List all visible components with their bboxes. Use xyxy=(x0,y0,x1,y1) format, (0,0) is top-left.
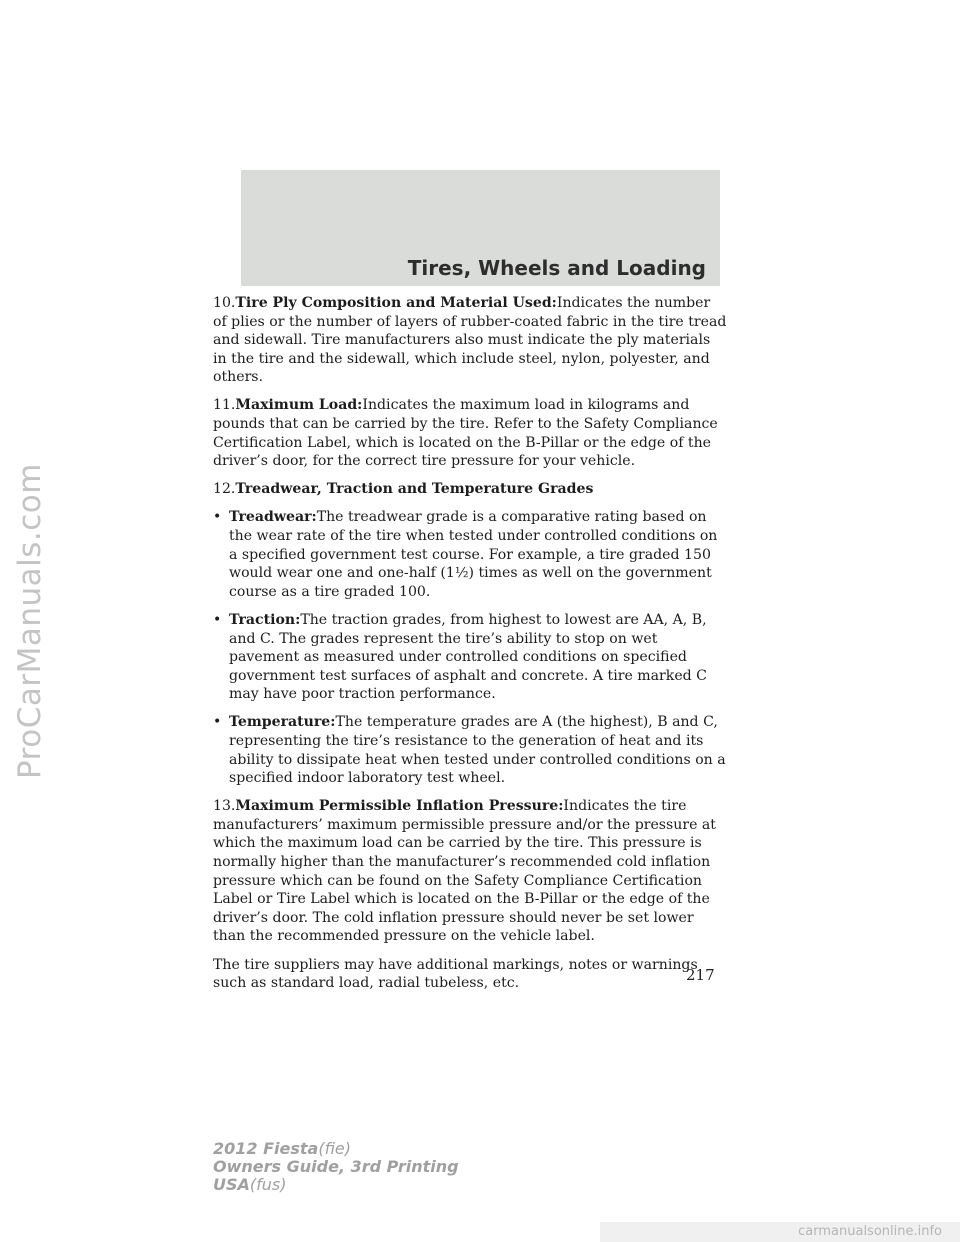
footer-line-1 xyxy=(213,1140,459,1158)
page-number: 217 xyxy=(686,966,715,984)
bullet-treadwear xyxy=(213,508,728,601)
item-11 xyxy=(213,396,728,470)
item-13 xyxy=(213,797,728,946)
item-term: Maximum Permissible Inflation Pressure: xyxy=(235,798,564,815)
footer-line-3 xyxy=(213,1176,459,1194)
bullet-term: Traction: xyxy=(229,611,301,628)
bullet-dot: • xyxy=(213,611,222,628)
item-text: Indicates the number of plies or the number of layers of rubber-coated fabric in the tire tread and sidewall. Tire manufacturers also must indicate the ply materials in the tire and the sidewall, which include steel, nylon, polyester, and others. xyxy=(213,295,727,386)
footer-line-2: Owners Guide, 3rd Printing xyxy=(213,1157,459,1176)
brand-text: carmanualsonline.info xyxy=(798,1224,942,1239)
item-text: Indicates the maximum load in kilograms and pounds that can be carried by the tire. Refer to the Safety Compliance Certification Label, which is located on the B-Pillar or the edge of the driver’s door, for the correct tire pressure for your vehicle. xyxy=(213,397,718,470)
bullet-term: Treadwear: xyxy=(229,509,317,526)
page-body xyxy=(213,294,728,1002)
item-term: Treadwear, Traction and Temperature Grades xyxy=(235,481,594,498)
bullet-body xyxy=(229,713,728,787)
item-number: 10. xyxy=(213,295,236,311)
bullet-text: The treadwear grade is a comparative rating based on the wear rate of the tire when tested under controlled conditions on a specified government test course. For example, a tire graded 150 would wear one and one-half (1½) times as well on the government course as a tire graded 100. xyxy=(229,509,718,600)
footer-market-code: (fus) xyxy=(249,1175,287,1194)
item-number: 12. xyxy=(213,481,236,498)
bullet-dot: • xyxy=(213,714,222,731)
item-10 xyxy=(213,294,728,387)
footer-model: 2012 Fiesta xyxy=(213,1139,319,1158)
item-number: 13. xyxy=(213,798,236,815)
item-12 xyxy=(213,480,728,499)
item-term: Maximum Load: xyxy=(235,397,363,414)
item-text: Indicates the tire manufacturers’ maximum permissible pressure and/or the pressure at which the maximum load can be carried by the tire. This pressure is normally higher than the manufacturer’s recommended cold inflation pressure which can be found on the Safety Compliance Certification Label or Tire Label which is located on the B-Pillar or the edge of the driver’s door. The cold inflation pressure should never be set lower than the recommended pressure on the vehicle label. xyxy=(213,798,716,945)
brand-strip xyxy=(600,1222,960,1242)
section-header xyxy=(241,170,720,286)
footer-model-code: (fie) xyxy=(318,1139,352,1158)
section-title: Tires, Wheels and Loading xyxy=(407,256,706,280)
bullet-traction xyxy=(213,611,728,704)
bullet-body xyxy=(229,611,728,704)
bullet-text: The traction grades, from highest to lowest are AA, A, B, and C. The grades represent the tire’s ability to stop on wet pavement as measured under controlled conditions on specified government test surfaces of asphalt and concrete. A tire marked C may have poor traction performance. xyxy=(229,611,707,703)
document-footer xyxy=(213,1140,459,1194)
bullet-dot: • xyxy=(213,509,222,526)
bullet-body xyxy=(229,508,728,601)
item-term: Tire Ply Composition and Material Used: xyxy=(235,295,557,311)
closing-paragraph: The tire suppliers may have additional markings, notes or warnings such as standard load, radial tubeless, etc. xyxy=(213,956,698,992)
bullet-term: Temperature: xyxy=(229,714,336,731)
footer-market: USA xyxy=(213,1175,250,1194)
watermark xyxy=(4,0,56,1242)
watermark-text: ProCarManuals.com xyxy=(12,463,48,779)
item-number: 11. xyxy=(213,397,236,414)
bullet-temperature xyxy=(213,713,728,787)
bullet-text: The temperature grades are A (the highest), B and C, representing the tire’s resistance to the generation of heat and its ability to dissipate heat when tested under controlled conditions on a specified indoor laboratory test wheel. xyxy=(229,714,726,787)
